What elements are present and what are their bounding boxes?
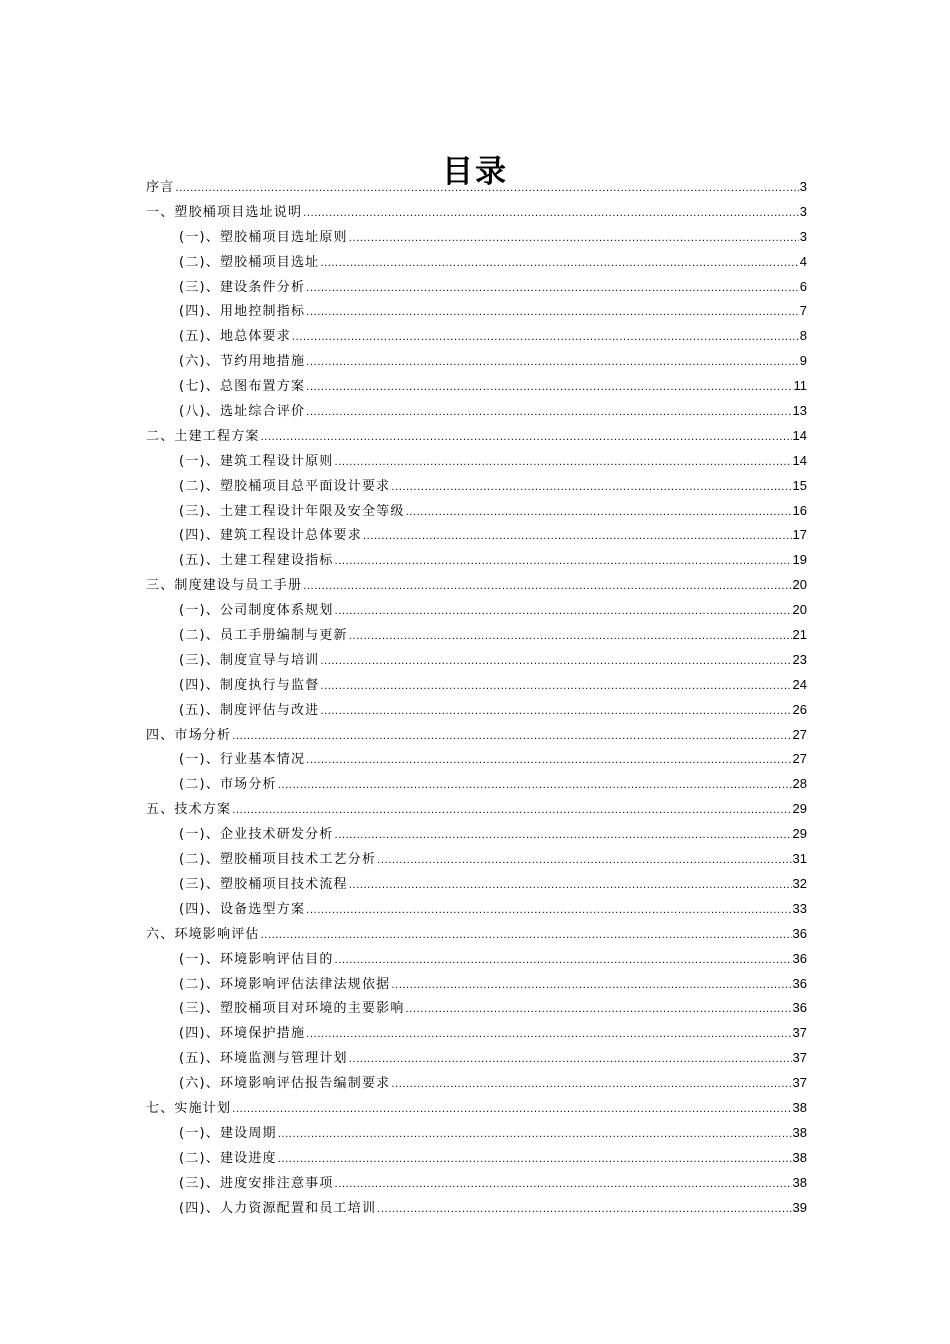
toc-section-entry[interactable] <box>146 996 807 1021</box>
toc-entry-text: (二)、塑胶桶项目总平面设计要求 <box>179 478 391 494</box>
toc-dot-leader <box>391 475 791 499</box>
toc-entry-text: (五)、土建工程建设指标 <box>179 553 334 569</box>
toc-dot-leader <box>349 1047 792 1071</box>
toc-entry-text: (三)、建设条件分析 <box>179 279 306 295</box>
toc-page-number: 3 <box>799 179 807 194</box>
toc-dot-leader <box>306 300 799 324</box>
toc-dot-leader <box>320 251 798 275</box>
toc-list <box>146 175 807 1220</box>
toc-section-entry[interactable] <box>146 1071 807 1096</box>
toc-entry-text: (三)、进度安排注意事项 <box>179 1175 334 1191</box>
toc-entry-text: (五)、环境监测与管理计划 <box>179 1051 348 1067</box>
toc-section-entry[interactable] <box>146 847 807 872</box>
toc-dot-leader <box>349 624 792 648</box>
toc-page-number: 37 <box>792 1025 807 1041</box>
toc-section-entry[interactable] <box>146 872 807 897</box>
toc-section-entry[interactable] <box>146 225 807 250</box>
toc-entry-text: 四、市场分析 <box>146 727 232 743</box>
toc-section-entry[interactable] <box>146 474 807 499</box>
toc-section-entry[interactable] <box>146 1121 807 1146</box>
toc-entry-text: (一)、塑胶桶项目选址原则 <box>179 229 348 245</box>
toc-dot-leader <box>406 500 792 524</box>
toc-section-entry[interactable] <box>146 972 807 997</box>
toc-section-entry[interactable] <box>146 623 807 648</box>
toc-section-entry[interactable] <box>146 1171 807 1196</box>
toc-entry-text: 二、土建工程方案 <box>146 428 260 444</box>
toc-entry-text: (六)、节约用地措施 <box>179 354 306 370</box>
toc-dot-leader <box>335 599 792 623</box>
toc-section-entry[interactable] <box>146 897 807 922</box>
toc-dot-leader <box>335 1172 792 1196</box>
toc-dot-leader <box>306 375 792 399</box>
toc-page-number: 38 <box>792 1124 807 1140</box>
toc-section-entry[interactable] <box>146 399 807 424</box>
toc-dot-leader <box>278 773 792 797</box>
toc-page-number: 27 <box>792 751 807 767</box>
toc-section-entry[interactable] <box>146 449 807 474</box>
toc-section-entry[interactable] <box>146 250 807 275</box>
toc-section-entry[interactable] <box>146 698 807 723</box>
toc-page-number: 29 <box>792 801 807 817</box>
toc-page-number: 26 <box>792 701 807 717</box>
toc-section-entry[interactable] <box>146 822 807 847</box>
toc-page-number: 9 <box>799 353 807 369</box>
toc-entry-text: 七、实施计划 <box>146 1100 232 1116</box>
toc-entry-text: (一)、企业技术研发分析 <box>179 827 334 843</box>
toc-dot-leader <box>391 1072 791 1096</box>
toc-entry-text: (四)、环境保护措施 <box>179 1026 306 1042</box>
toc-entry-text: (三)、制度宣导与培训 <box>179 652 320 668</box>
toc-dot-leader <box>175 176 798 200</box>
toc-chapter-entry[interactable] <box>146 1096 807 1121</box>
toc-page-number: 38 <box>792 1099 807 1115</box>
toc-entry-text: (六)、环境影响评估报告编制要求 <box>179 1076 391 1092</box>
toc-page-number: 38 <box>792 1174 807 1190</box>
toc-dot-leader <box>391 973 791 997</box>
toc-section-entry[interactable] <box>146 648 807 673</box>
toc-page-number: 3 <box>799 228 807 244</box>
toc-entry-text: (八)、选址综合评价 <box>179 404 306 420</box>
toc-dot-leader <box>335 549 792 573</box>
toc-page-number: 20 <box>792 602 807 618</box>
toc-page-number: 14 <box>792 427 807 443</box>
toc-page-number: 3 <box>799 203 807 219</box>
toc-dot-leader <box>377 848 791 872</box>
toc-page-number: 37 <box>792 1075 807 1091</box>
toc-entry-text: (二)、建设进度 <box>179 1150 277 1166</box>
toc-page-number: 17 <box>792 527 807 543</box>
toc-dot-leader <box>320 674 791 698</box>
toc-entry-text: (二)、员工手册编制与更新 <box>179 628 348 644</box>
toc-dot-leader <box>232 798 791 822</box>
toc-section-entry[interactable] <box>146 772 807 797</box>
toc-section-entry[interactable] <box>146 1046 807 1071</box>
toc-page-number: 27 <box>792 726 807 742</box>
toc-entry-text: (七)、总图布置方案 <box>179 379 306 395</box>
toc-entry-text: (四)、制度执行与监督 <box>179 677 320 693</box>
toc-entry-text: 六、环境影响评估 <box>146 926 260 942</box>
toc-entry-text: (四)、人力资源配置和员工培训 <box>179 1200 377 1216</box>
toc-chapter-entry[interactable] <box>146 200 807 225</box>
toc-entry-text: (一)、建筑工程设计原则 <box>179 453 334 469</box>
toc-page-number: 11 <box>793 378 807 394</box>
toc-entry-text: (一)、建设周期 <box>179 1125 277 1141</box>
toc-dot-leader <box>406 997 792 1021</box>
toc-entry-text: (一)、公司制度体系规划 <box>179 603 334 619</box>
toc-dot-leader <box>232 1097 791 1121</box>
toc-page-number: 38 <box>792 1149 807 1165</box>
toc-entry-text: (三)、塑胶桶项目技术流程 <box>179 876 348 892</box>
toc-section-entry[interactable] <box>146 523 807 548</box>
toc-dot-leader <box>261 425 792 449</box>
toc-page-number: 14 <box>792 452 807 468</box>
toc-dot-leader <box>306 350 799 374</box>
toc-page-number: 15 <box>792 477 807 493</box>
toc-dot-leader <box>349 226 799 250</box>
toc-dot-leader <box>306 400 791 424</box>
toc-dot-leader <box>232 724 791 748</box>
toc-entry-text: (二)、市场分析 <box>179 777 277 793</box>
toc-entry-text: (一)、行业基本情况 <box>179 752 306 768</box>
toc-dot-leader <box>306 898 791 922</box>
toc-entry-text: 一、塑胶桶项目选址说明 <box>146 204 303 220</box>
toc-dot-leader <box>320 649 791 673</box>
toc-entry-text: (二)、塑胶桶项目技术工艺分析 <box>179 852 377 868</box>
toc-page-number: 16 <box>792 502 807 518</box>
toc-page-number: 36 <box>792 975 807 991</box>
toc-dot-leader <box>278 1147 792 1171</box>
toc-section-entry[interactable] <box>146 673 807 698</box>
toc-entry-text: 序言 <box>146 180 175 195</box>
toc-dot-leader <box>303 574 791 598</box>
toc-entry-text: (四)、设备选型方案 <box>179 901 306 917</box>
toc-page-number: 33 <box>792 900 807 916</box>
toc-page-number: 31 <box>792 851 807 867</box>
toc-page-number: 24 <box>792 676 807 692</box>
toc-dot-leader <box>377 1197 791 1221</box>
toc-dot-leader <box>363 524 792 548</box>
toc-entry-text: (四)、用地控制指标 <box>179 304 306 320</box>
toc-page-number: 20 <box>792 577 807 593</box>
toc-page-number: 13 <box>792 403 807 419</box>
toc-dot-leader <box>306 748 791 772</box>
toc-title: 目录 <box>442 153 508 190</box>
toc-section-entry[interactable] <box>146 299 807 324</box>
toc-section-entry[interactable] <box>146 349 807 374</box>
toc-section-entry[interactable] <box>146 1196 807 1221</box>
toc-chapter-entry[interactable] <box>146 922 807 947</box>
toc-dot-leader <box>306 276 799 300</box>
toc-page-number: 6 <box>799 278 807 294</box>
toc-dot-leader <box>335 948 792 972</box>
toc-page-number: 36 <box>792 1000 807 1016</box>
toc-entry-text: (四)、建筑工程设计总体要求 <box>179 528 362 544</box>
toc-entry-text: (二)、塑胶桶项目选址 <box>179 254 320 270</box>
toc-page-number: 39 <box>792 1199 807 1215</box>
toc-section-entry[interactable] <box>146 548 807 573</box>
toc-dot-leader <box>349 873 792 897</box>
toc-entry-text: (一)、环境影响评估目的 <box>179 951 334 967</box>
toc-page-number: 19 <box>792 552 807 568</box>
toc-page-number: 21 <box>792 627 807 643</box>
toc-page-number: 36 <box>792 925 807 941</box>
toc-entry-text: (五)、制度评估与改进 <box>179 702 320 718</box>
toc-page-number: 36 <box>792 950 807 966</box>
toc-dot-leader <box>335 450 792 474</box>
toc-dot-leader <box>306 1022 791 1046</box>
toc-section-entry[interactable] <box>146 374 807 399</box>
toc-section-entry[interactable] <box>146 1021 807 1046</box>
toc-section-entry[interactable] <box>146 598 807 623</box>
toc-entry-text: (三)、塑胶桶项目对环境的主要影响 <box>179 1001 405 1017</box>
toc-section-entry[interactable] <box>146 947 807 972</box>
toc-page-number: 8 <box>799 328 807 344</box>
toc-chapter-entry[interactable] <box>146 573 807 598</box>
toc-dot-leader <box>320 699 791 723</box>
toc-section-entry[interactable] <box>146 275 807 300</box>
toc-dot-leader <box>292 325 799 349</box>
toc-section-entry[interactable] <box>146 324 807 349</box>
toc-page-number: 4 <box>799 253 807 269</box>
toc-dot-leader <box>335 823 792 847</box>
toc-entry-text: (三)、土建工程设计年限及安全等级 <box>179 503 405 519</box>
toc-page-number: 23 <box>792 651 807 667</box>
toc-section-entry[interactable] <box>146 1146 807 1171</box>
toc-dot-leader <box>261 923 792 947</box>
toc-page-number: 29 <box>792 826 807 842</box>
toc-chapter-entry[interactable] <box>146 175 807 200</box>
toc-entry-text: 三、制度建设与员工手册 <box>146 578 303 594</box>
toc-section-entry[interactable] <box>146 747 807 772</box>
toc-entry-text: 五、技术方案 <box>146 802 232 818</box>
toc-chapter-entry[interactable] <box>146 424 807 449</box>
toc-page-number: 37 <box>792 1050 807 1066</box>
toc-entry-text: (二)、环境影响评估法律法规依据 <box>179 976 391 992</box>
toc-chapter-entry[interactable] <box>146 723 807 748</box>
toc-section-entry[interactable] <box>146 499 807 524</box>
toc-chapter-entry[interactable] <box>146 797 807 822</box>
toc-page-number: 32 <box>792 875 807 891</box>
toc-dot-leader <box>303 201 799 225</box>
toc-page-number: 7 <box>799 303 807 319</box>
toc-dot-leader <box>278 1122 792 1146</box>
toc-entry-text: (五)、地总体要求 <box>179 329 291 345</box>
toc-page-number: 28 <box>792 776 807 792</box>
